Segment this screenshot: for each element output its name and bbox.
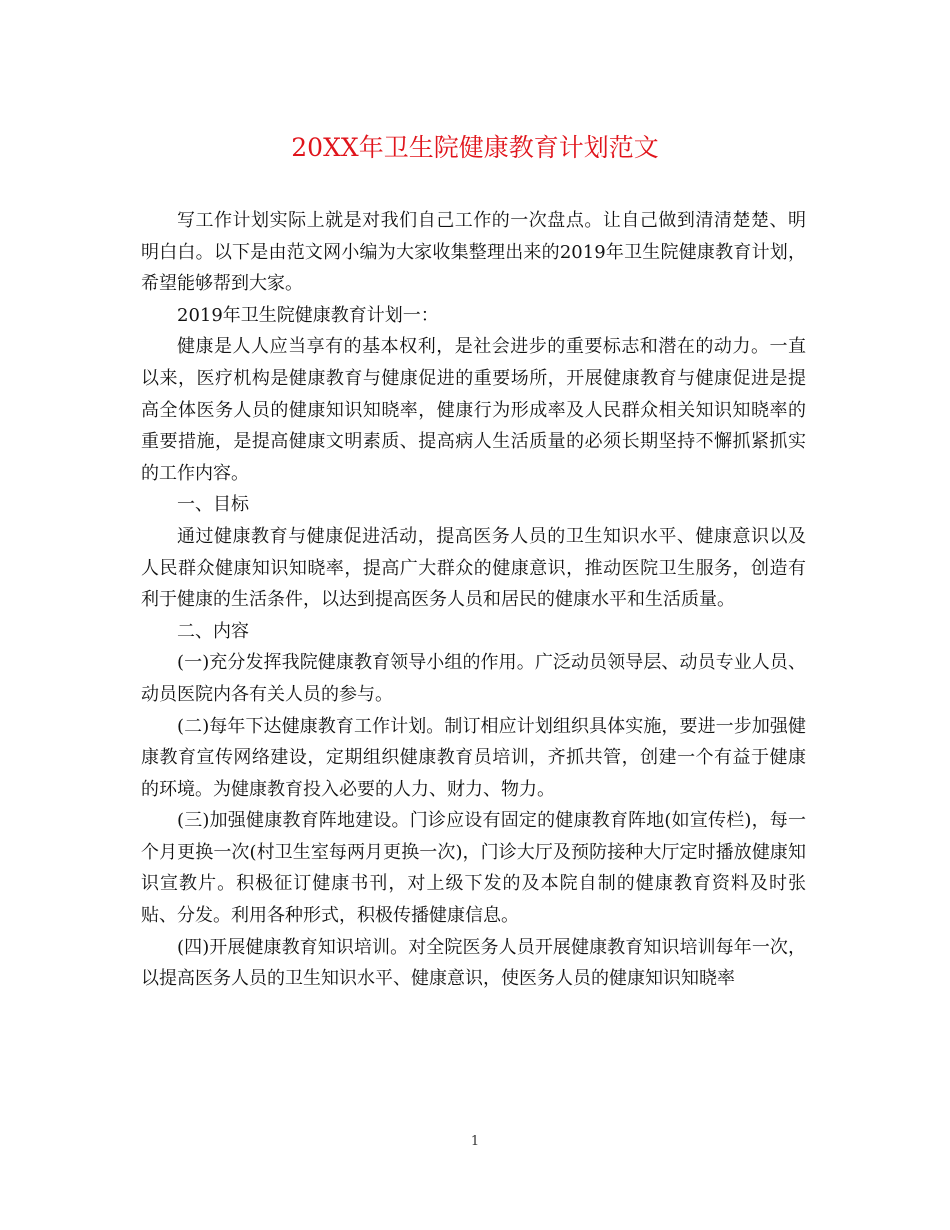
page-number: 1: [470, 1134, 480, 1149]
paragraph-intro: 写工作计划实际上就是对我们自己工作的一次盘点。让自己做到清清楚楚、明明白白。以下是由范文网小编为大家收集整理出来的2019年卫生院健康教育计划，希望能够帮到大家。: [141, 210, 806, 295]
section-heading-goals: 一、目标: [177, 494, 249, 516]
paragraph-background: 健康是人人应当享有的基本权利，是社会进步的重要标志和潜在的动力。一直以来，医疗机构是健康教育与健康促进的重要场所，开展健康教育与健康促进是提高全体医务人员的健康知识知晓率，健康行为形成率及人民群众相关知识知晓率的重要措施，是提高健康文明素质、提高病人生活质量的必须长期坚持不懈抓紧抓实的工作内容。: [141, 336, 806, 484]
section-heading-content: 二、内容: [177, 620, 249, 642]
document-body: [141, 205, 806, 995]
paragraph-plan-heading: 2019年卫生院健康教育计划一：: [177, 304, 439, 326]
paragraph-item-3: (三)加强健康教育阵地建设。门诊应设有固定的健康教育阵地(如宣传栏)，每一个月更换一次(村卫生室每两月更换一次)，门诊大厅及预防接种大厅定时播放健康知识宣教片。积极征订健康书刊，对上级下发的及本院自制的健康教育资料及时张贴、分发。利用各种形式，积极传播健康信息。: [141, 810, 806, 927]
paragraph-item-2: (二)每年下达健康教育工作计划。制订相应计划组织具体实施，要进一步加强健康教育宣传网络建设，定期组织健康教育员培训，齐抓共管，创建一个有益于健康的环境。为健康教育投入必要的人力、财力、物力。: [141, 715, 806, 800]
paragraph-item-4: (四)开展健康教育知识培训。对全院医务人员开展健康教育知识培训每年一次，以提高医务人员的卫生知识水平、健康意识，使医务人员的健康知识知晓率: [141, 936, 806, 990]
paragraph-item-1: (一)充分发挥我院健康教育领导小组的作用。广泛动员领导层、动员专业人员、动员医院内各有关人员的参与。: [141, 652, 806, 705]
paragraph-goals: 通过健康教育与健康促进活动，提高医务人员的卫生知识水平、健康意识以及人民群众健康知识知晓率，提高广大群众的健康意识，推动医院卫生服务，创造有利于健康的生活条件，以达到提高医务人员和居民的健康水平和生活质量。: [141, 525, 806, 611]
page-title: 20XX年卫生院健康教育计划范文: [291, 133, 659, 162]
